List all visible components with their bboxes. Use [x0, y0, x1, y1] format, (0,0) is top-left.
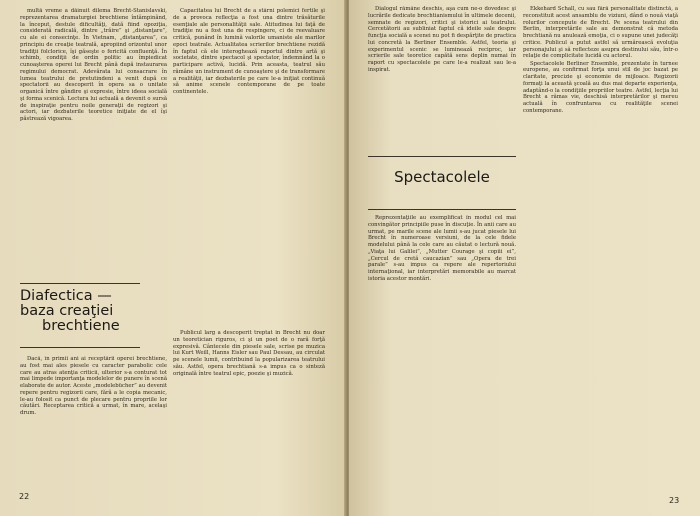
- left-page-column-2-bottom: [173, 330, 325, 488]
- page-number-left: 22: [19, 492, 30, 501]
- spectacolele-rule-top: [368, 156, 516, 157]
- right-bottom-col1-text: Reprezentaţiile au exemplificat în modul cel mai convingător principiile puse în discuţie. În anii care au urmat, pe marile scene ale lumii s-au jucat piesele lui Brecht în numeroase versiuni, de la cele fidele modelului până la cele care au căutat o lectură nouă. „Viaţa lui Galilei”, „Mutter Courage şi copiii ei”, „Cercul de cretă caucazian” sau „Opera de trei parale” s-au impus ca repere ale repertoriului internaţional, iar interpretări memorabile au marcat istoria acestor montări.: [368, 215, 516, 282]
- right-page-column-1-bottom: [368, 215, 516, 490]
- section-title-dialectica: [20, 289, 165, 335]
- spectacolele-heading: Spectacolele: [394, 168, 490, 186]
- page-number-right: 23: [669, 496, 680, 505]
- spectacolele-rule-bottom: [368, 209, 516, 210]
- right-page: [349, 0, 700, 516]
- left-page-column-1-top: [20, 8, 167, 286]
- right-col1-text: Dialogul rămâne deschis, aşa cum ne-o dovedesc şi lucrările dedicate brechtianismului în ultimele decenii, semnate de regizori, critici şi istorici ai teatrului. Cercetătorii au subliniat faptul că ideile sale despre funcţia socială a scenei nu pot fi despărţite de practica lui concretă la Berliner Ensemble. Astfel, teoria şi experimentul scenic se luminează reciproc, iar scrierile sale teoretice capătă sens deplin numai în raport cu spectacolele pe care le-a realizat sau le-a inspirat.: [368, 6, 516, 73]
- right-page-column-2: [523, 6, 678, 490]
- right-col2-continued: Spectacolele Berliner Ensemble, prezentate în turnee europene, au confirmat forţa unui stil de joc bazat pe claritate, precizie şi economie de mijloace. Regizorii formaţi la această şcoală au dus mai departe experienţa, adaptând-o la condiţiile propriilor teatre. Astfel, lecţia lui Brecht a rămas vie, deschisă interpretărilor şi mereu actuală în confruntarea cu realităţile scenei contemporane.: [523, 60, 678, 114]
- left-bottom-col2-text: Publicul larg a descoperit treptat în Brecht nu doar un teoretician riguros, ci şi un poet de o rară forţă expresivă. Cântecele din piesele sale, scrise pe muzica lui Kurt Weill, Hanns Eisler sau Paul Dessau, au circulat pe scenele lumii, contribuind la popularizarea teatrului său. Astfel, opera brechtiană s-a impus ca o sinteză originală între teatrul epic, poezie şi muzică.: [173, 330, 325, 377]
- section-title-line-2: baza creaţiei: [20, 303, 114, 320]
- section-title-spectacolele: [368, 170, 516, 186]
- left-col1-text: multă vreme a dăinuit dilema Brecht-Stanislavski, reprezentarea dramaturgiei brechtiene întâmpinând, la început, destule dificultăţi, dată fiind opoziţia, considerată radicală, dintre „trăire” şi „distanţare”, cu ale ei consecinţe. În Vietnam, „distanţarea”, ca principiu de creaţie teatrală, apropiind orizontul unor tradiţii folclorice, îşi găseşte o fericită confluenţă. În schimb, condiţii de ordin politic au împiedicat cunoaşterea operei lui Brecht până după instaurarea regimului democrat. Adevărata lui consacrare în lumea teatrului de pretutindeni a venit după ce spectatorii au descoperit în opera sa o unitate organică între gândire şi expresie, între ideea socială şi forma scenică. Lectura lui actuală a devenit o sursă de inspiraţie pentru noile generaţii de regizori şi actori, iar dezbaterile teoretice iniţiate de el îşi păstrează vigoarea.: [20, 8, 167, 122]
- section-title-line-3: brechtiene: [42, 318, 120, 335]
- left-page-column-1-bottom: [20, 356, 167, 488]
- left-page: [0, 0, 346, 516]
- left-col2-text: Capacitatea lui Brecht de a stârni polemici fertile şi de a provoca reflecţia a fost una dintre trăsăturile esenţiale ale personalităţii sale. Atitudinea lui faţă de tradiţie nu a fost una de respingere, ci de reevaluare critică, punând în lumină valorile umaniste ale marilor epoci teatrale. Actualitatea scrierilor brechtiene rezidă în faptul că ele interoghează raportul dintre artă şi societate, dintre spectacol şi spectator, îndemnând la o participare activă, lucidă. Prin aceasta, teatrul său rămâne un instrument de cunoaştere şi de transformare a realităţii, iar dezbaterile pe care le-a iniţiat continuă să anime scenele contemporane de pe toate continentele.: [173, 8, 325, 95]
- left-bottom-col1-text: Dacă, în primii ani ai receptării operei brechtiene, au fost mai ales piesele cu caracter parabolic cele care au atras atenţia criticii, ulterior s-a conturat tot mai limpede importanţa modelelor de punere în scenă elaborate de autor. Aceste „modelebücher” au devenit repere pentru regizorii care, fără a le copia mecanic, le-au folosit ca punct de plecare pentru propriile lor căutări. Receptarea critică a urmat, în mare, acelaşi drum.: [20, 356, 167, 416]
- left-page-column-2-top: [173, 8, 325, 324]
- section-rule-top: [20, 283, 140, 284]
- section-rule-bottom: [20, 347, 140, 348]
- section-title-line-1: Diafectica —: [20, 288, 112, 304]
- right-page-column-1-top: [368, 6, 516, 148]
- right-col2-text: Ekkehard Schall, cu sau fără personalitate distinctă, a reconstituit acest ansamblu de viziuni, dând o nouă viaţă rolurilor concepute de Brecht. Pe scena teatrului din Berlin, interpretările sale au demonstrat că metoda brechtiană nu anulează emoţia, ci o supune unei judecăţi critice. Publicul a putut astfel să urmărească evoluţia personajului şi să reflecteze asupra destinului său, într-o relaţie de complicitate lucidă cu actorul.: [523, 6, 678, 60]
